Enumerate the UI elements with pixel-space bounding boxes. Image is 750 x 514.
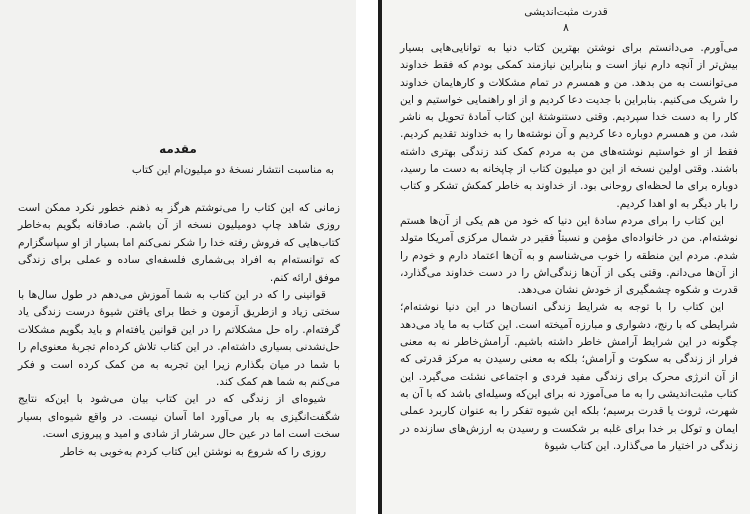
paragraph: این کتاب را با توجه به شرایط زندگی انسان‌ها در این دنیا نوشته‌ام؛ شرایطی که با رنج، دشواری و مبارزه آمیخته است. این کتاب به ما یاد می‌دهد چگونه در این شرایط آرامش خاطر داشته باشیم. آرامش‌خاطر نه به معنی فرار از زندگی به سکوت و آرامش؛ بلکه به معنی رسیدن به مرکز قدرتی که از آن انرژی محرک برای زندگی مفید فردی و اجتماعی نشئت می‌گیرد. این کتاب مثبت‌اندیشی را به ما می‌آموزد نه برای این‌که وسیله‌ای باشد که با آن به شهرت، ثروت یا قدرت برسیم؛ بلکه این شیوه تفکر را به عنوان کاربرد عملی ایمان و توکل بر خدا برای غلبه بر شکست و رسیدن به ارزش‌های سازنده در زندگی در اختیار ما می‌گذارد. این کتاب شیوهٔ: [400, 301, 738, 452]
chapter-subtitle: به مناسبت انتشار نسخهٔ دو میلیون‌ام این کتاب: [131, 164, 334, 176]
right-page-body: [400, 40, 738, 455]
page-number: ۸: [563, 21, 569, 34]
chapter-heading: مقدمه: [159, 142, 197, 156]
page-gutter: [356, 0, 380, 514]
left-page-body: [18, 200, 340, 461]
paragraph: زمانی که این کتاب را می‌نوشتم هرگز به ذهنم خطور نکرد ممکن است روزی شاهد چاپ دومیلیون نسخه از آن باشم. صادقانه بگویم به‌خاطر کتاب‌هایی که فروش رفته خدا را شکر نمی‌کنم اما بسیار از او سپاسگزارم که توانسته‌ام به افراد بی‌شماری فلسفه‌ای ساده و عملی برای زندگی موفق ارائه کنم.: [18, 202, 340, 284]
paragraph: قوانینی را که در این کتاب به شما آموزش می‌دهم در طول سال‌ها با سختی زیاد و ازطریق آزمون و خطا برای یافتن شیوهٔ درست زندگی یاد گرفته‌ام. راه حل مشکلاتم را در این قوانین یافته‌ام و باید بگویم مشکلات حل‌نشدنی بسیاری داشته‌ام. در این کتاب تلاش کرده‌ام تجربهٔ معنوی‌ام را با شما در میان بگذارم زیرا این تجربه به من کمک کرده است و فکر می‌کنم به شما هم کمک کند.: [18, 289, 340, 389]
left-page: [0, 0, 356, 514]
paragraph: روزی را که شروع به نوشتن این کتاب کردم به‌خوبی به خاطر: [60, 445, 326, 458]
paragraph: شیوه‌ای از زندگی که در این کتاب بیان می‌شود با این‌که نتایج شگفت‌انگیزی به بار می‌آورد اما آسان نیست. در واقع شیوه‌ای بسیار سخت است اما در عین حال سرشار از شادی و امید و پیروزی است.: [18, 393, 340, 441]
running-header-title: قدرت مثبت‌اندیشی: [524, 6, 608, 18]
paragraph: می‌آورم. می‌دانستم برای نوشتن بهترین کتاب دنیا به توانایی‌هایی بسیار بیش‌تر از آنچه دارم نیاز است و بنابراین نیازمند کمکی بودم که فقط خداوند می‌توانست به من بدهد. من و همسرم در تمام مشکلات و کارهایمان خداوند را شریک می‌کنیم. بنابراین با جدیت دعا کردیم و از او راهنمایی خواستیم و این کار را به دست خدا سپردیم. وقتی دستنوشتهٔ این کتاب آمادهٔ تحویل به ناشر شد، من و همسرم دوباره دعا کردیم و آن نوشته‌ها را به خداوند تقدیم کردیم. فقط از او خواستیم نوشته‌های من به مردم کمک کند زندگی بهتری داشته باشند. وقتی اولین نسخه از این دو میلیون کتاب از چاپخانه به دست ما رسید، دوباره برای ما لحظه‌ای روحانی بود. از خداوند به خاطر کمکش تشکر و کتاب را بار دیگر به او اهدا کردیم.: [400, 42, 738, 210]
paragraph: این کتاب را برای مردم سادهٔ این دنیا که خود من هم یکی از آن‌ها هستم نوشته‌ام. من در خانواده‌ای مؤمن و نسبتاً فقیر در شمال مرکزی آمریکا متولد شدم. مردم این منطقه را خوب می‌شناسم و به آن‌ها اعتماد دارم و خودم را از آن‌ها می‌دانم. وقتی یکی از آن‌ها زندگی‌اش را در دست خداوند می‌گذارد، قدرت و شکوه چشمگیری از خودش نشان می‌دهد.: [400, 214, 738, 297]
right-page: [382, 0, 750, 514]
